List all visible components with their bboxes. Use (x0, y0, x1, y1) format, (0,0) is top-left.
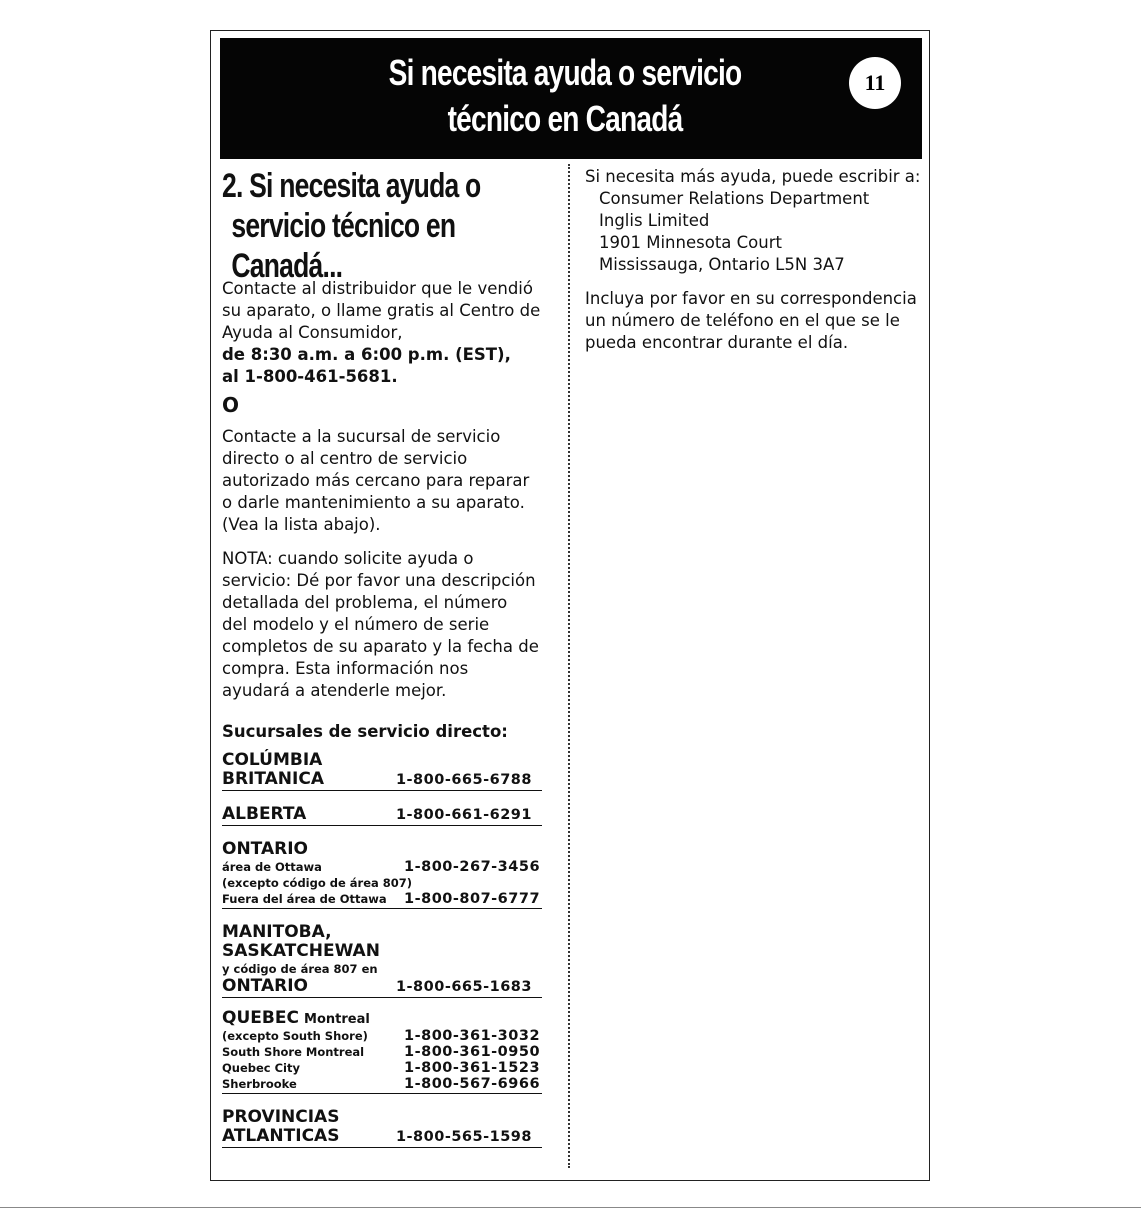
hours-line: de 8:30 a.m. a 6:00 p.m. (EST), (222, 345, 511, 364)
intro-paragraph (222, 278, 542, 388)
section-heading-line-2: servicio técnico en (231, 207, 456, 245)
phone-number: 1-800-807-6777 (404, 891, 541, 907)
area-label: Fuera del área de Ottawa (222, 892, 387, 906)
note-line: NOTA: cuando solicite ayuda o (222, 549, 474, 568)
contact-line: directo o al centro de servicio (222, 449, 468, 468)
area-label: South Shore Montreal (222, 1045, 365, 1059)
branches-title: Sucursales de servicio directo: (222, 722, 508, 741)
region-atlantic (222, 1108, 542, 1148)
consumer-phone-line: al 1-800-461-5681. (222, 367, 398, 386)
phone-number: 1-800-361-1523 (404, 1060, 541, 1076)
address-line: 1901 Minnesota Court (599, 233, 782, 252)
page-header (220, 38, 922, 159)
contact-line: (Vea la lista abajo). (222, 515, 381, 534)
region-city: Montreal (304, 1012, 370, 1027)
region-name: PROVINCIAS (222, 1107, 340, 1127)
area-label: Quebec City (222, 1061, 300, 1075)
region-alberta (222, 805, 542, 826)
note-line: detallada del problema, el número (222, 593, 508, 612)
region-quebec (222, 1008, 542, 1094)
intro-line: Contacte al distribuidor que le vendió (222, 279, 533, 298)
page-number-badge: 11 (849, 57, 901, 109)
bottom-rule (0, 1207, 1141, 1208)
contact-paragraph (222, 426, 542, 536)
area-note: y código de área 807 en (222, 962, 378, 976)
phone-number: 1-800-361-0950 (404, 1044, 541, 1060)
region-name: ONTARIO (222, 839, 308, 859)
or-letter: O (222, 393, 240, 417)
area-label: área de Ottawa (222, 860, 322, 874)
section-heading-line-1: 2. Si necesita ayuda o (222, 167, 481, 205)
address-line: Consumer Relations Department (599, 189, 870, 208)
note-line: compra. Esta información nos (222, 659, 469, 678)
area-label: (excepto South Shore) (222, 1029, 368, 1043)
page-title (382, 50, 749, 142)
intro-line: Ayuda al Consumidor, (222, 323, 403, 342)
address-line: Inglis Limited (599, 211, 710, 230)
note-line: ayudará a atenderle mejor. (222, 681, 447, 700)
note-paragraph (222, 548, 542, 702)
region-british-columbia (222, 751, 542, 791)
closing-line: pueda encontrar durante el día. (585, 333, 849, 352)
phone-number: 1-800-665-1683 (395, 979, 532, 995)
left-column (222, 166, 542, 1156)
phone-number: 1-800-361-3032 (404, 1028, 541, 1044)
phone-number: 1-800-661-6291 (395, 807, 532, 823)
area-note: (excepto código de área 807) (222, 876, 413, 890)
region-name: ATLANTICAS (222, 1126, 340, 1146)
right-column (585, 166, 930, 354)
region-manitoba (222, 923, 542, 998)
closing-line: un número de teléfono en el que se le (585, 311, 900, 330)
region-ontario (222, 840, 542, 909)
section-heading-line-3: Canadá... (231, 247, 343, 285)
note-line: del modelo y el número de serie (222, 615, 490, 634)
page-title-line-1: Si necesita ayuda o servicio (388, 52, 742, 93)
page-title-line-2: técnico en Canadá (447, 98, 683, 139)
region-name: BRITANICA (222, 769, 324, 789)
contact-line: o darle mantenimiento a su aparato. (222, 493, 525, 512)
mailing-address (585, 188, 930, 276)
note-line: servicio: Dé por favor una descripción (222, 571, 536, 590)
region-name: ONTARIO (222, 976, 308, 996)
section-heading (222, 166, 526, 286)
contact-line: Contacte a la sucursal de servicio (222, 427, 501, 446)
closing-line: Incluya por favor en su correspondencia (585, 289, 917, 308)
region-name: QUEBEC (222, 1008, 299, 1028)
column-divider (568, 164, 570, 1168)
phone-number: 1-800-665-6788 (395, 772, 532, 788)
intro-line: su aparato, o llame gratis al Centro de (222, 301, 541, 320)
area-label: Sherbrooke (222, 1077, 297, 1091)
closing-paragraph (585, 288, 930, 354)
phone-number: 1-800-565-1598 (395, 1129, 532, 1145)
region-name: SASKATCHEWAN (222, 941, 380, 961)
contact-line: autorizado más cercano para reparar (222, 471, 530, 490)
region-name: MANITOBA, (222, 922, 332, 942)
phone-number: 1-800-567-6966 (404, 1076, 541, 1092)
address-line: Mississauga, Ontario L5N 3A7 (599, 255, 845, 274)
region-name: ALBERTA (222, 804, 307, 824)
region-name: COLÚMBIA (222, 750, 323, 770)
phone-number: 1-800-267-3456 (404, 859, 541, 875)
note-line: completos de su aparato y la fecha de (222, 637, 539, 656)
write-intro: Si necesita más ayuda, puede escribir a: (585, 167, 921, 186)
